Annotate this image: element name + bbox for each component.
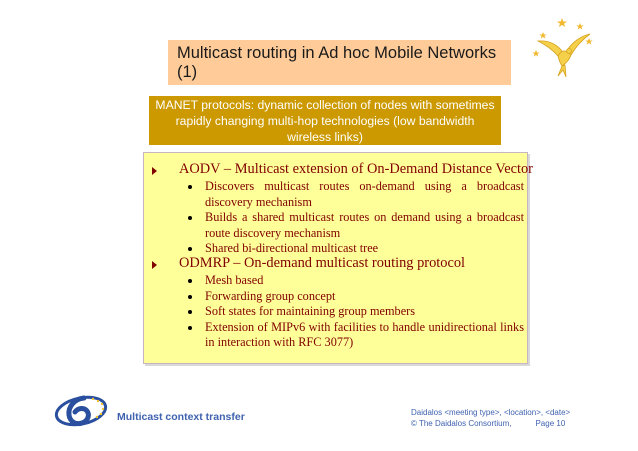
slide-title-box [168, 40, 511, 85]
dot-bullet-icon [188, 247, 192, 251]
daidalos-bird-icon [528, 14, 596, 80]
list-item [182, 179, 524, 210]
footer-meta [411, 407, 570, 429]
triangle-arrow-bullet-icon [152, 167, 157, 175]
dot-bullet-icon [188, 279, 192, 283]
list-item [182, 304, 524, 320]
list-item [182, 273, 524, 289]
bullet-list [182, 179, 524, 257]
slide-title: Multicast routing in Ad hoc Mobile Networks (1) [177, 43, 497, 81]
section-heading: ODMRP – On-demand multicast routing protocol [179, 255, 466, 271]
section-heading: AODV – Multicast extension of On-Demand Distance Vector [179, 161, 533, 177]
list-item-text: Builds a shared multicast routes on demand using a broadcast route discovery mechanism [205, 210, 524, 240]
dot-bullet-icon [188, 295, 192, 299]
dot-bullet-icon [188, 326, 192, 330]
footer-title: Multicast context transfer [117, 411, 245, 423]
manet-note-text: MANET protocols: dynamic collection of nodes with sometimes rapidly changing multi-hop technologies (low bandwidth wireless links) [155, 97, 495, 144]
footer-copyright: © The Daidalos Consortium, [411, 419, 512, 428]
footer-meeting: Daidalos <meeting type>, <location>, <date> [411, 408, 571, 417]
list-item-text: Discovers multicast routes on-demand using a broadcast discovery mechanism [205, 179, 524, 209]
footer-copyright-line [411, 418, 570, 429]
manet-note-box [149, 96, 501, 145]
dot-bullet-icon [188, 185, 192, 189]
list-item-text: Mesh based [205, 273, 264, 287]
list-item [182, 210, 524, 241]
content-box [143, 152, 533, 364]
list-item [182, 289, 524, 305]
list-item-text: Forwarding group concept [205, 288, 336, 303]
triangle-arrow-bullet-icon [152, 261, 157, 269]
list-item-text: Shared bi-directional multicast tree [205, 241, 379, 255]
bullet-list [182, 273, 524, 351]
eu-sixth-framework-logo-icon [54, 393, 108, 429]
dot-bullet-icon [188, 310, 192, 314]
dot-bullet-icon [188, 216, 192, 220]
list-item-text: Soft states for maintaining group members [205, 304, 416, 318]
list-item [182, 320, 524, 351]
list-item-text: Extension of MIPv6 with facilities to handle unidirectional links in interaction with RFC 3077) [205, 319, 524, 349]
page-number: Page 10 [535, 419, 566, 428]
